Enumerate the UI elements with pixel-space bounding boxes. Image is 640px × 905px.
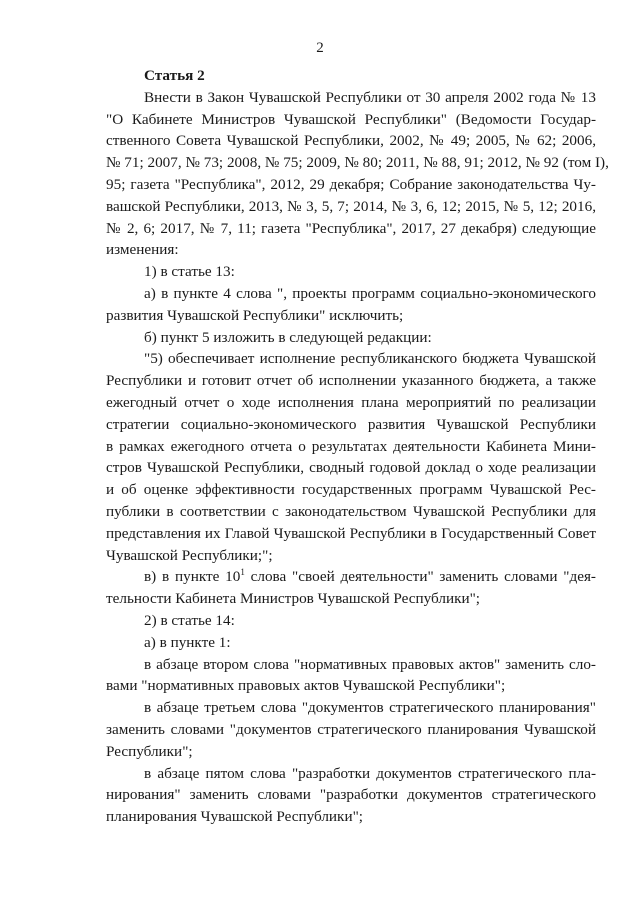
article-heading: Статья 2 <box>144 67 205 84</box>
text-line: 2) в статье 14: <box>144 611 235 629</box>
text-line: в рамках ежегодного отчета о результатах деятельности Кабинета Мини- <box>106 437 596 455</box>
paragraph <box>106 763 596 828</box>
text-line: а) в пункте 4 слова ", проекты программ социально-экономического <box>144 284 596 302</box>
text-line: заменить словами "документов стратегического планирования Чувашской <box>106 720 596 738</box>
text-line: стратегии социально-экономического развития Чувашской Республики <box>106 415 596 433</box>
text-line: б) пункт 5 изложить в следующей редакции: <box>144 328 432 346</box>
text-line: и об оценке эффективности государственных программ Чувашской Рес- <box>106 481 596 499</box>
text-line: в абзаце третьем слова "документов стратегического планирования" <box>144 699 596 717</box>
text-line: 1) в статье 13: <box>144 263 235 281</box>
text-line: тельности Кабинета Министров Чувашской Республики"; <box>106 590 480 608</box>
paragraph <box>106 566 596 610</box>
text-line: вашской Республики, 2013, № 3, 5, 7; 2014, № 3, 6, 12; 2015, № 5, 12; 2016, <box>106 197 596 215</box>
text-line: Республики"; <box>106 742 193 760</box>
text-line: в абзаце втором слова "нормативных правовых актов" заменить сло- <box>144 655 596 673</box>
text-line: "5) обеспечивает исполнение республиканского бюджета Чувашской <box>144 350 596 368</box>
document-body <box>106 65 609 828</box>
text-line: № 2, 6; 2017, № 7, 11; газета "Республика", 2017, 27 декабря) следующие <box>106 219 596 237</box>
text-line: вами "нормативных правовых актов Чувашской Республики"; <box>106 677 506 695</box>
text-line: в абзаце пятом слова "разработки документов стратегического пла- <box>144 764 596 782</box>
text-line: ежегодный отчет о ходе исполнения плана мероприятий по реализации <box>106 393 596 411</box>
text-line: изменения: <box>106 241 179 259</box>
text-line: представления их Главой Чувашской Республики в Государственный Совет <box>106 524 596 542</box>
text-line: ственного Совета Чувашской Республики, 2002, № 49; 2005, № 62; 2006, <box>106 132 596 150</box>
paragraph <box>106 697 596 762</box>
paragraph <box>106 87 609 261</box>
text-line: нирования" заменить словами "разработки документов стратегического <box>106 786 596 804</box>
text-line: в) в пункте $10^1$ слова "своей деятельности" заменить словами "дея- <box>144 567 596 586</box>
paragraph <box>106 348 596 566</box>
text-line: 95; газета "Республика", 2012, 29 декабря; Собрание законодательства Чу- <box>106 175 596 193</box>
text-line: Внести в Закон Чувашской Республики от 30 апреля 2002 года № 13 <box>144 88 596 106</box>
text-line: "О Кабинете Министров Чувашской Республики" (Ведомости Государ- <box>106 110 596 128</box>
page-number: 2 <box>316 40 324 56</box>
text-line: публики в соответствии с законодательством Чувашской Республики для <box>106 502 596 520</box>
text-line: развития Чувашской Республики" исключить; <box>106 306 404 324</box>
paragraph <box>106 654 596 698</box>
text-line: № 71; 2007, № 73; 2008, № 75; 2009, № 80; 2011, № 88, 91; 2012, № 92 (том I), <box>106 154 609 172</box>
text-line: Республики и готовит отчет об исполнении указанного бюджета, а также <box>106 372 596 390</box>
paragraph <box>106 610 596 632</box>
text-line: а) в пункте 1: <box>144 633 231 651</box>
superscript-one: 1 <box>240 567 245 578</box>
paragraph <box>106 261 596 283</box>
paragraph <box>106 632 596 654</box>
paragraph <box>106 283 596 327</box>
text-line: планирования Чувашской Республики"; <box>106 808 363 826</box>
text-line: Чувашской Республики;"; <box>106 546 273 564</box>
text-line: стров Чувашской Республики, сводный годовой доклад о ходе реализации <box>106 459 596 477</box>
paragraph <box>106 327 596 349</box>
